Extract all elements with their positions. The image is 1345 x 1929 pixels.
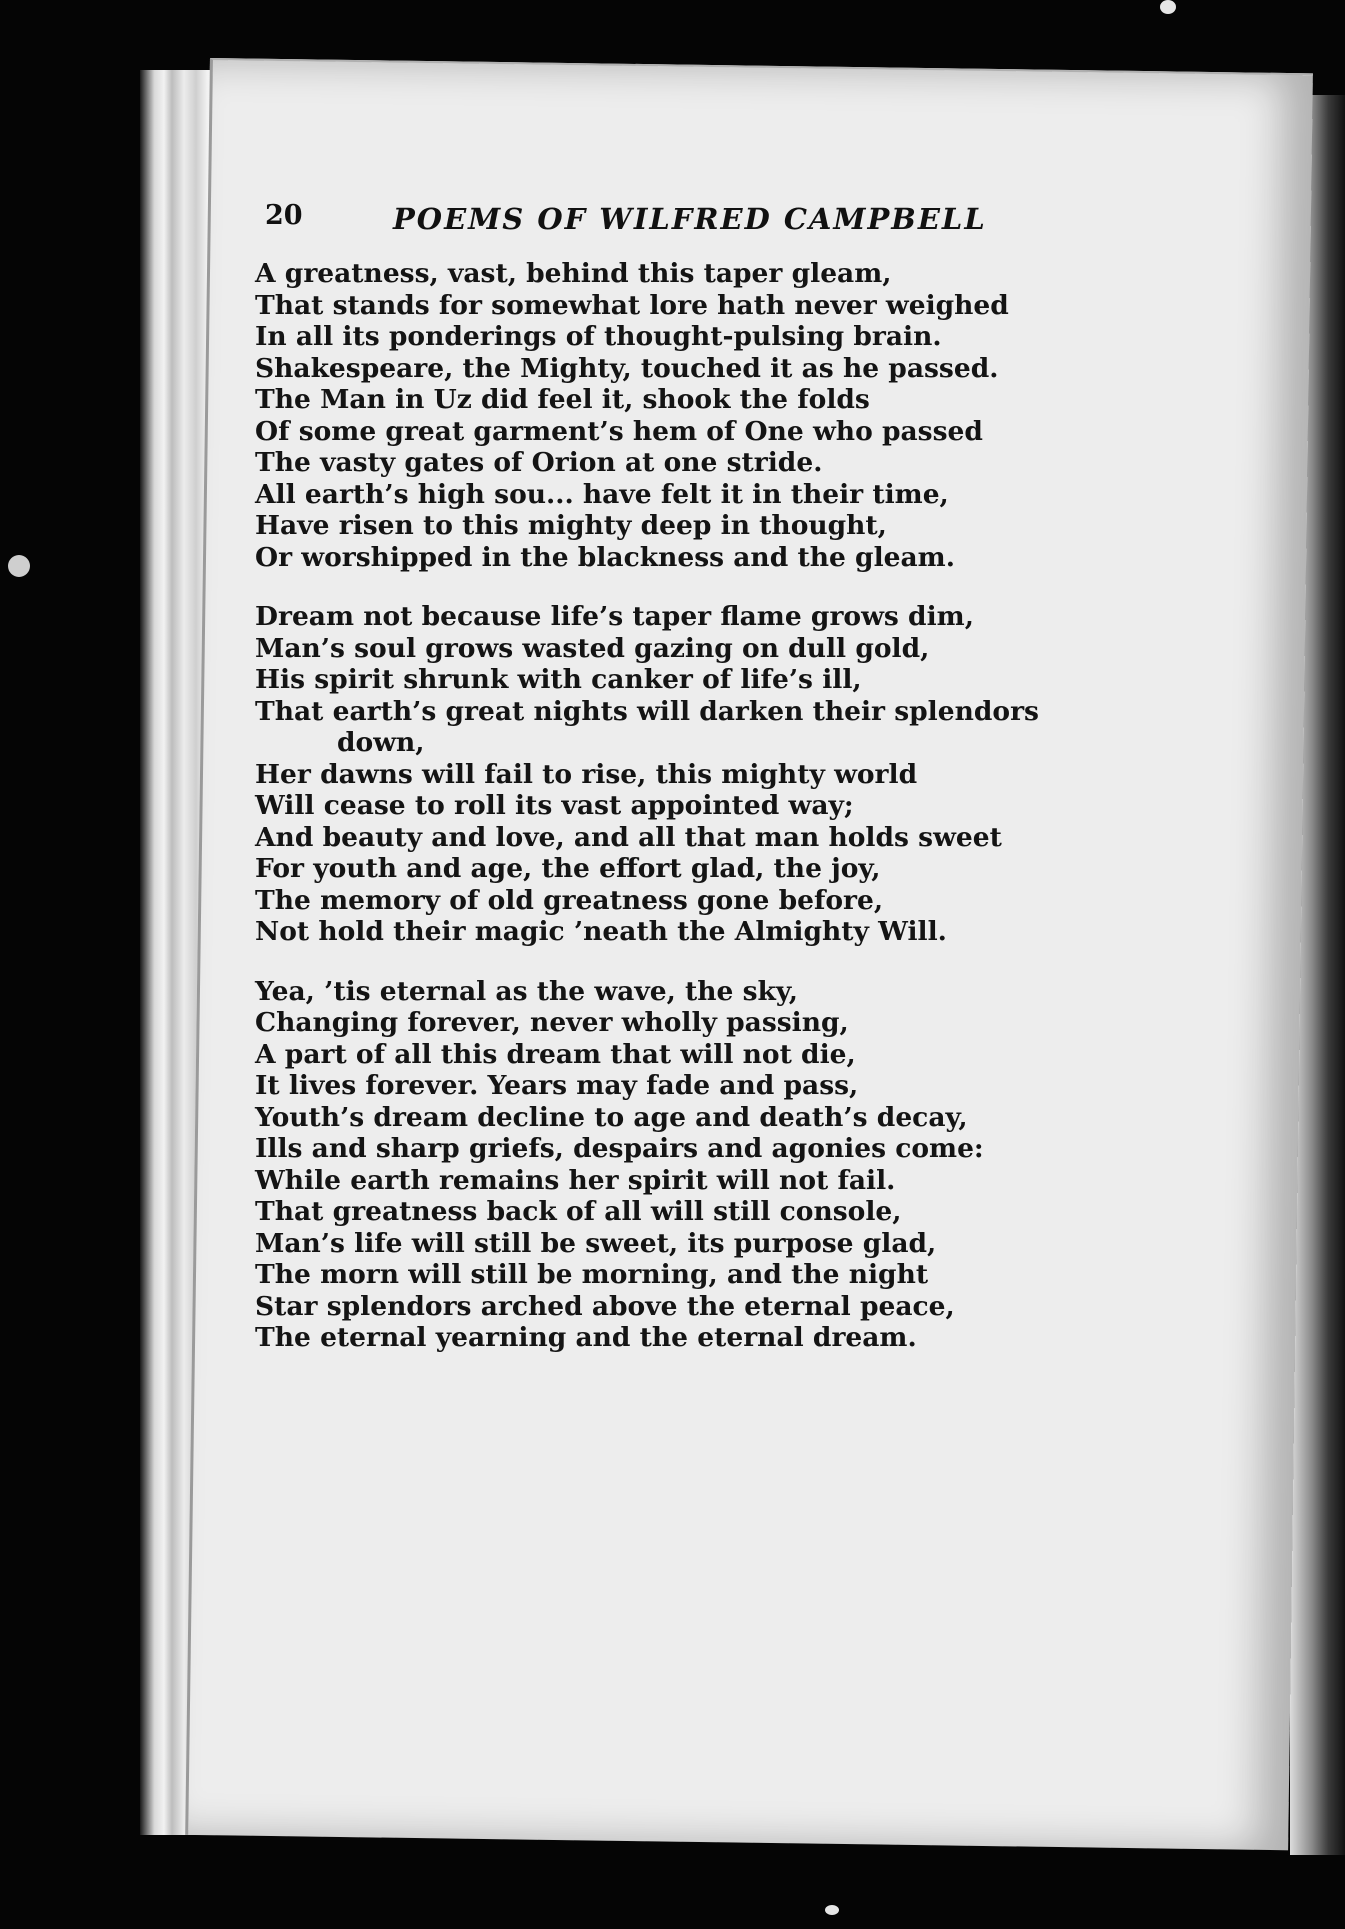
poem-text: [255, 258, 1255, 1382]
poem-line: Not hold their magic ’neath the Almighty Will.: [255, 916, 947, 947]
poem-line: That greatness back of all will still console,: [255, 1196, 902, 1227]
poem-line: Ills and sharp griefs, despairs and agonies come:: [255, 1133, 984, 1164]
poem-line: And beauty and love, and all that man holds sweet: [255, 821, 1002, 853]
poem-line: Will cease to roll its vast appointed way;: [255, 790, 854, 821]
poem-line: Her dawns will fail to rise, this mighty world: [255, 758, 918, 790]
poem-line: It lives forever. Years may fade and pass,: [255, 1070, 859, 1101]
poem-line: While earth remains her spirit will not fail.: [255, 1164, 896, 1196]
poem-line: The vasty gates of Orion at one stride.: [255, 447, 823, 478]
scan-speck: [8, 555, 30, 577]
poem-line: His spirit shrunk with canker of life’s ill,: [255, 664, 862, 695]
poem-line: That earth’s great nights will darken their splendors: [255, 695, 1039, 727]
poem-line: Man’s life will still be sweet, its purpose glad,: [255, 1227, 937, 1259]
poem-line: All earth’s high sou... have felt it in their time,: [255, 478, 949, 510]
poem-line: A part of all this dream that will not die,: [255, 1038, 856, 1070]
poem-line: Man’s soul grows wasted gazing on dull gold,: [255, 632, 930, 664]
poem-line: Star splendors arched above the eternal peace,: [255, 1290, 955, 1322]
poem-line: Of some great garment’s hem of One who passed: [255, 415, 983, 447]
poem-line: The morn will still be morning, and the night: [255, 1259, 929, 1290]
poem-line: Have risen to this mighty deep in thought,: [255, 510, 887, 541]
poem-line: That stands for somewhat lore hath never weighed: [255, 289, 1009, 321]
poem-line: The memory of old greatness gone before,: [255, 884, 884, 916]
poem-line: The Man in Uz did feel it, shook the folds: [255, 384, 870, 415]
stanza: [255, 601, 1255, 948]
poem-line: Dream not because life’s taper flame grows dim,: [255, 601, 974, 632]
scan-speck: [1160, 0, 1176, 14]
stanza: [255, 976, 1255, 1354]
poem-line: Or worshipped in the blackness and the gleam.: [255, 541, 955, 573]
poem-line: A greatness, vast, behind this taper gleam,: [255, 258, 892, 289]
poem-line: For youth and age, the effort glad, the joy,: [255, 853, 881, 884]
poem-line: Youth’s dream decline to age and death’s decay,: [255, 1101, 968, 1133]
page-header: [265, 200, 1165, 250]
poem-line: The eternal yearning and the eternal dream.: [255, 1322, 917, 1353]
running-head: POEMS OF WILFRED CAMPBELL: [393, 202, 987, 236]
poem-line-continuation: down,: [337, 727, 425, 758]
poem-line: Yea, ’tis eternal as the wave, the sky,: [255, 975, 798, 1007]
page-number: 20: [265, 200, 303, 231]
poem-line: Shakespeare, the Mighty, touched it as he passed.: [255, 352, 999, 384]
poem-line: In all its ponderings of thought-pulsing brain.: [255, 321, 942, 352]
poem-line: Changing forever, never wholly passing,: [255, 1007, 849, 1038]
scan-speck: [825, 1905, 839, 1915]
stanza: [255, 258, 1255, 573]
